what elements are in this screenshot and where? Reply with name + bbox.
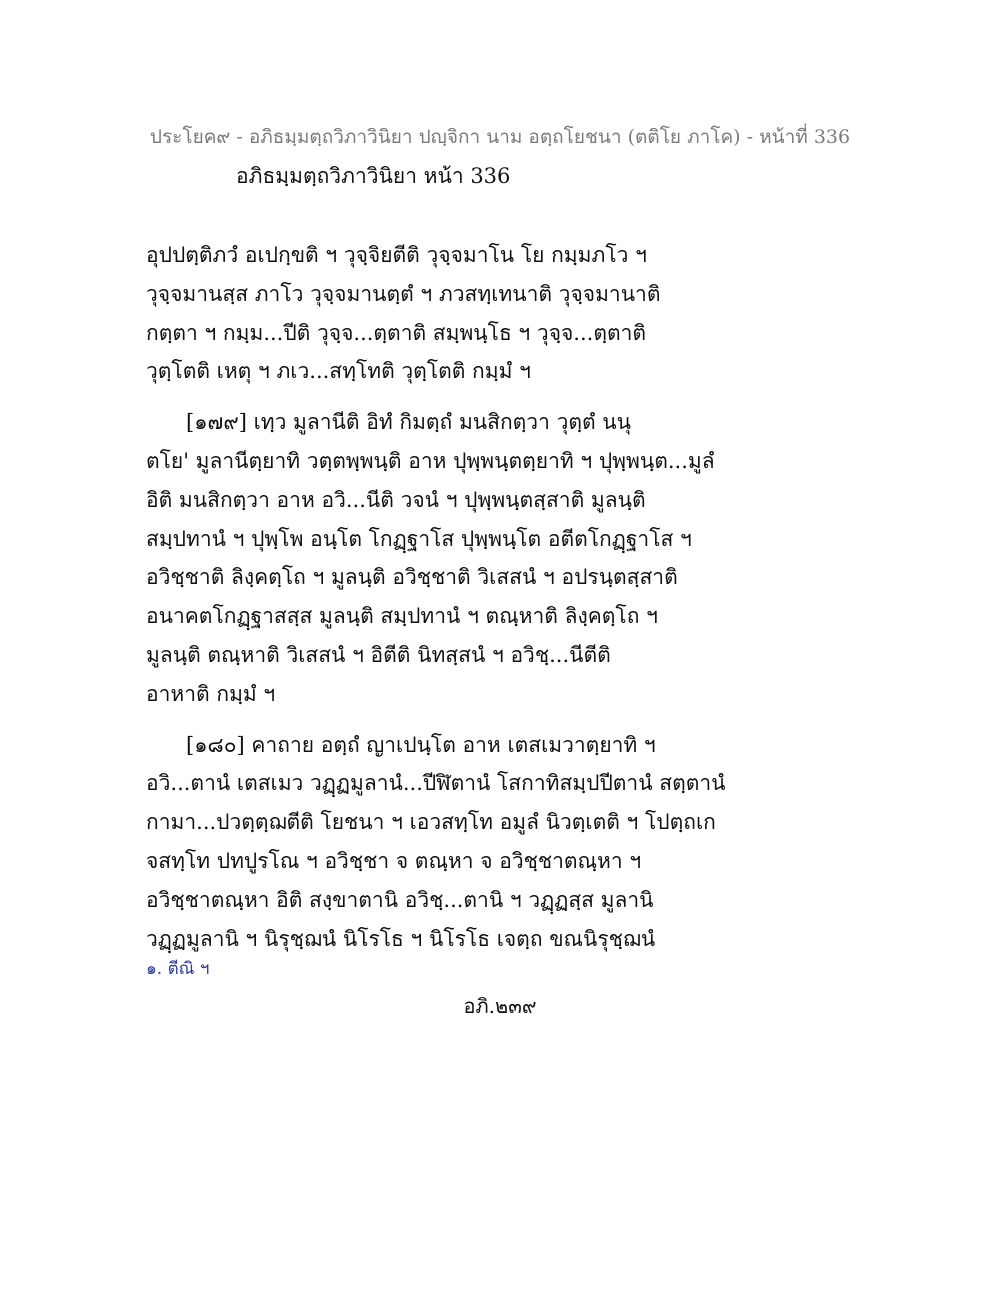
running-header: ประโยค๙ - อภิธมฺมตฺถวิภาวินิยา ปญฺจิกา นาม อตฺถโยชนา (ตติโย ภาโค) - หน้าที่ 336 — [149, 126, 851, 148]
text-line: [๑๘๐] คาถาย อตฺถํ ญาเปนฺโต อาห เตสเมวาตฺยาทิ ฯ — [186, 732, 656, 757]
paragraph-180 — [146, 726, 866, 959]
text-line: จสทฺโท ปทปูรโณ ฯ อวิชฺชา จ ตณฺหา จ อวิชฺชาตณฺหา ฯ — [146, 848, 642, 873]
paragraph-179 — [146, 403, 866, 713]
text-line: อวิชฺชาตณฺหา อิติ สงฺขาตานิ อวิชฺ...ตานิ ฯ วฏฺฏสฺส มูลานิ — [146, 887, 654, 912]
text-line: วฏฺฏมูลานิ ฯ นิรุชฺฌนํ นิโรโธ ฯ นิโรโธ เจตฺถ ขณนิรุชฺฌนํ — [146, 926, 656, 951]
text-line: อาหาติ กมฺมํ ฯ — [146, 681, 276, 706]
text-line: ตโย' มูลานีตฺยาทิ วตฺตพฺพนฺติ อาห ปุพฺพนฺตตฺยาทิ ฯ ปุพฺพนฺต...มูลํ — [146, 448, 715, 473]
paragraph-gap — [146, 714, 866, 726]
paragraph-1 — [146, 236, 866, 391]
page-reference: อภิ.๒๓๙ — [463, 994, 537, 1018]
text-line: สมฺปทานํ ฯ ปุพฺโพ อนฺโต โกฏฺฐาโส ปุพฺพนฺโต อตีตโกฏฺฐาโส ฯ — [146, 526, 692, 551]
text-line: วุจฺจมานสฺส ภาโว วุจฺจมานตฺตํ ฯ ภวสทฺเทนาติ วุจฺจมานาติ — [146, 281, 661, 306]
text-line: มูลนฺติ ตณฺหาติ วิเสสนํ ฯ อิตีติ นิทสฺสนํ ฯ อวิชฺ...นีตีติ — [146, 642, 611, 667]
text-line: กามา...ปวตฺตฺฌตีติ โยชนา ฯ เอวสทฺโท อมูลํ นิวตฺเตติ ฯ โปตฺถเก — [146, 810, 716, 835]
text-line: อวิ...ตานํ เตสเมว วฏฺฏมูลานํ...ปีฬิตานํ โสกาทิสมฺปปีตานํ สตฺตานํ — [146, 771, 726, 796]
page-title: อภิธมฺมตฺถวิภาวินิยา หน้า 336 — [236, 164, 511, 188]
text-line: อนาคตโกฏฺฐาสสฺส มูลนฺติ สมฺปทานํ ฯ ตณฺหาติ ลิงฺคตฺโถ ฯ — [146, 604, 658, 629]
text-line: อิติ มนสิกตฺวา อาห อวิ...นีติ วจนํ ฯ ปุพฺพนฺตสฺสาติ มูลนฺติ — [146, 487, 646, 512]
footnote: ๑. ตีณิ ฯ — [146, 959, 210, 979]
body-text — [146, 236, 866, 958]
text-line: กตฺตา ฯ กมฺม...ปีติ วุจฺจ...ตฺตาติ สมฺพนฺโธ ฯ วุจฺจ...ตฺตาติ — [146, 320, 647, 345]
text-line: อุปปตฺติภวํ อเปกฺขติ ฯ วุจฺจิยตีติ วุจฺจมาโน โย กมฺมภโว ฯ — [146, 243, 647, 267]
text-line: [๑๗๙] เทฺว มูลานีติ อิทํ กิมตฺถํ มนสิกตฺวา วุตฺตํ นนุ — [186, 410, 632, 435]
text-line: อวิชฺชาติ ลิงฺคตฺโถ ฯ มูลนฺติ อวิชฺชาติ วิเสสนํ ฯ อปรนฺตสฺสาติ — [146, 565, 678, 590]
text-line: วุตฺโตติ เหตุ ฯ ภเว...สทฺโทติ วุตฺโตติ กมฺมํ ฯ — [146, 359, 531, 384]
paragraph-gap — [146, 391, 866, 403]
